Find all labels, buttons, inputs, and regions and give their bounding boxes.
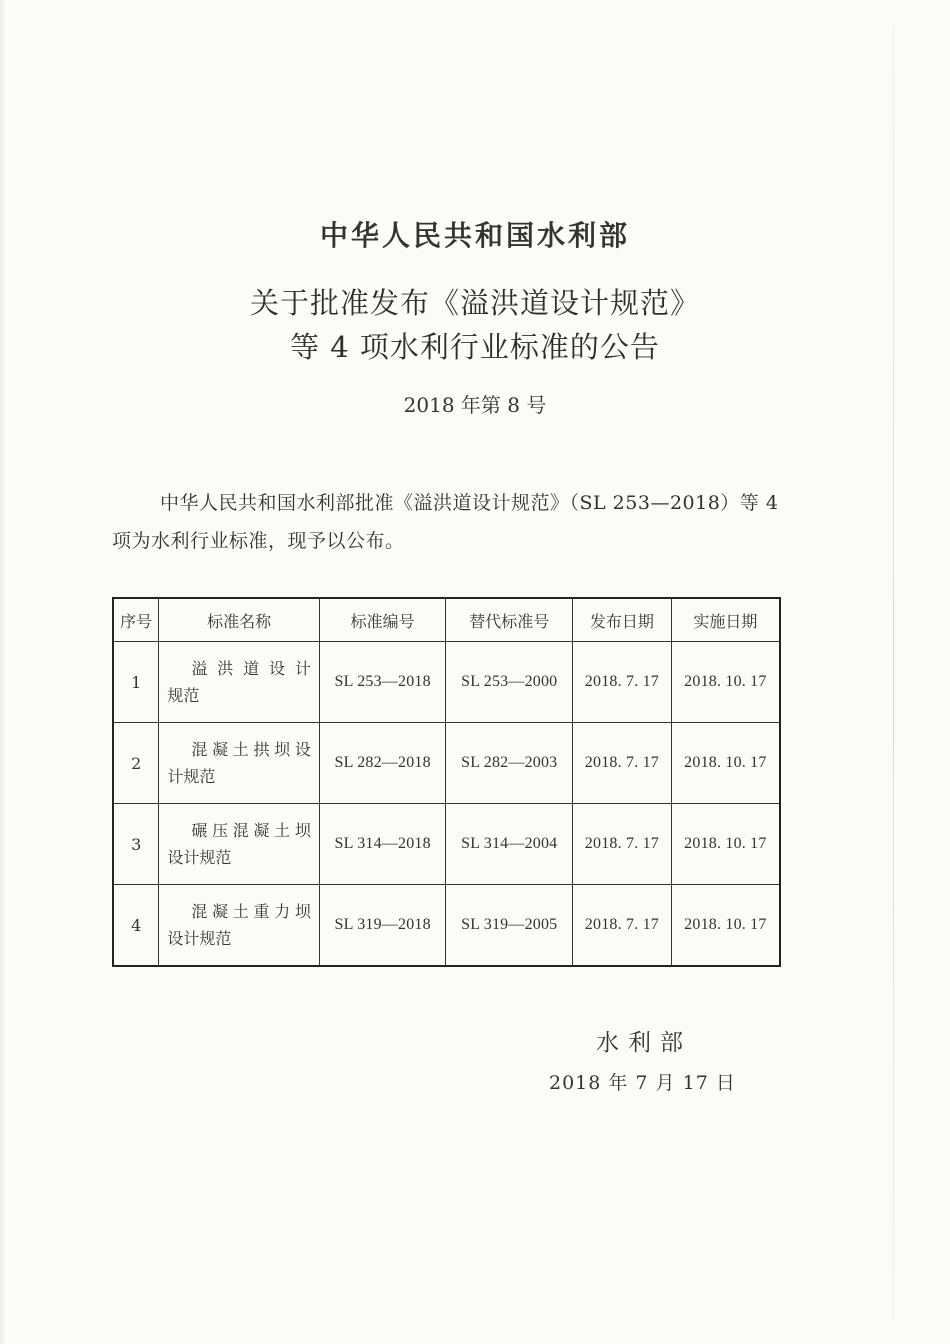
row-publish-date: 2018. 7. 17 — [573, 642, 672, 723]
header-serial: 序号 — [113, 598, 159, 642]
row-standard-code: SL 282—2018 — [319, 723, 446, 804]
row-replaced-code: SL 319—2005 — [446, 885, 573, 967]
row-name-line1: 溢洪道设计 — [191, 659, 311, 678]
row-standard-code: SL 253—2018 — [319, 642, 446, 723]
row-name-line1: 碾压混凝土坝 — [191, 821, 311, 840]
row-effective-date: 2018. 10. 17 — [671, 804, 780, 885]
standards-table — [112, 597, 781, 967]
table-row — [113, 723, 780, 804]
row-name-line1: 混凝土重力坝 — [191, 902, 311, 921]
scan-shadow-left — [0, 0, 6, 1344]
row-effective-date: 2018. 10. 17 — [671, 723, 780, 804]
row-publish-date: 2018. 7. 17 — [573, 723, 672, 804]
document-number: 2018 年第 8 号 — [403, 393, 547, 417]
table-header-row — [113, 598, 780, 642]
header-standard-name: 标准名称 — [159, 598, 320, 642]
signature-ministry: 水利部 — [596, 1030, 692, 1056]
row-standard-code: SL 314—2018 — [319, 804, 446, 885]
row-replaced-code: SL 314—2004 — [446, 804, 573, 885]
signature-date: 2018 年 7 月 17 日 — [549, 1072, 736, 1094]
row-serial: 4 — [113, 885, 159, 967]
row-serial: 1 — [113, 642, 159, 723]
header-replaced-code: 替代标准号 — [446, 598, 573, 642]
row-serial: 3 — [113, 804, 159, 885]
row-effective-date: 2018. 10. 17 — [671, 885, 780, 967]
row-replaced-code: SL 282—2003 — [446, 723, 573, 804]
issuing-authority: 中华人民共和国水利部 — [319, 219, 630, 252]
row-name-line2: 设计规范 — [167, 929, 232, 948]
row-standard-name — [159, 885, 320, 967]
row-effective-date: 2018. 10. 17 — [671, 642, 780, 723]
row-serial: 2 — [113, 723, 159, 804]
table-row — [113, 642, 780, 723]
row-name-line1: 混凝土拱坝设 — [191, 740, 311, 759]
row-name-line2: 计规范 — [167, 767, 216, 786]
row-name-line2: 设计规范 — [167, 848, 232, 867]
announcement-title-line1: 关于批准发布《溢洪道设计规范》 — [249, 286, 700, 320]
row-name-line2: 规范 — [167, 686, 200, 705]
row-replaced-code: SL 253—2000 — [446, 642, 573, 723]
row-standard-name — [159, 723, 320, 804]
row-publish-date: 2018. 7. 17 — [573, 885, 672, 967]
announcement-paragraph: 中华人民共和国水利部批准《溢洪道设计规范》（SL 253—2018）等 4 项为水利行业标准，现予以公布。 — [112, 492, 779, 552]
row-publish-date: 2018. 7. 17 — [573, 804, 672, 885]
row-standard-name — [159, 642, 320, 723]
header-publish-date: 发布日期 — [573, 598, 672, 642]
table-row — [113, 804, 780, 885]
table-row — [113, 885, 780, 967]
announcement-title-line2: 等 4 项水利行业标准的公告 — [290, 330, 660, 364]
row-standard-name — [159, 804, 320, 885]
header-standard-code: 标准编号 — [319, 598, 446, 642]
row-standard-code: SL 319—2018 — [319, 885, 446, 967]
header-effective-date: 实施日期 — [671, 598, 780, 642]
